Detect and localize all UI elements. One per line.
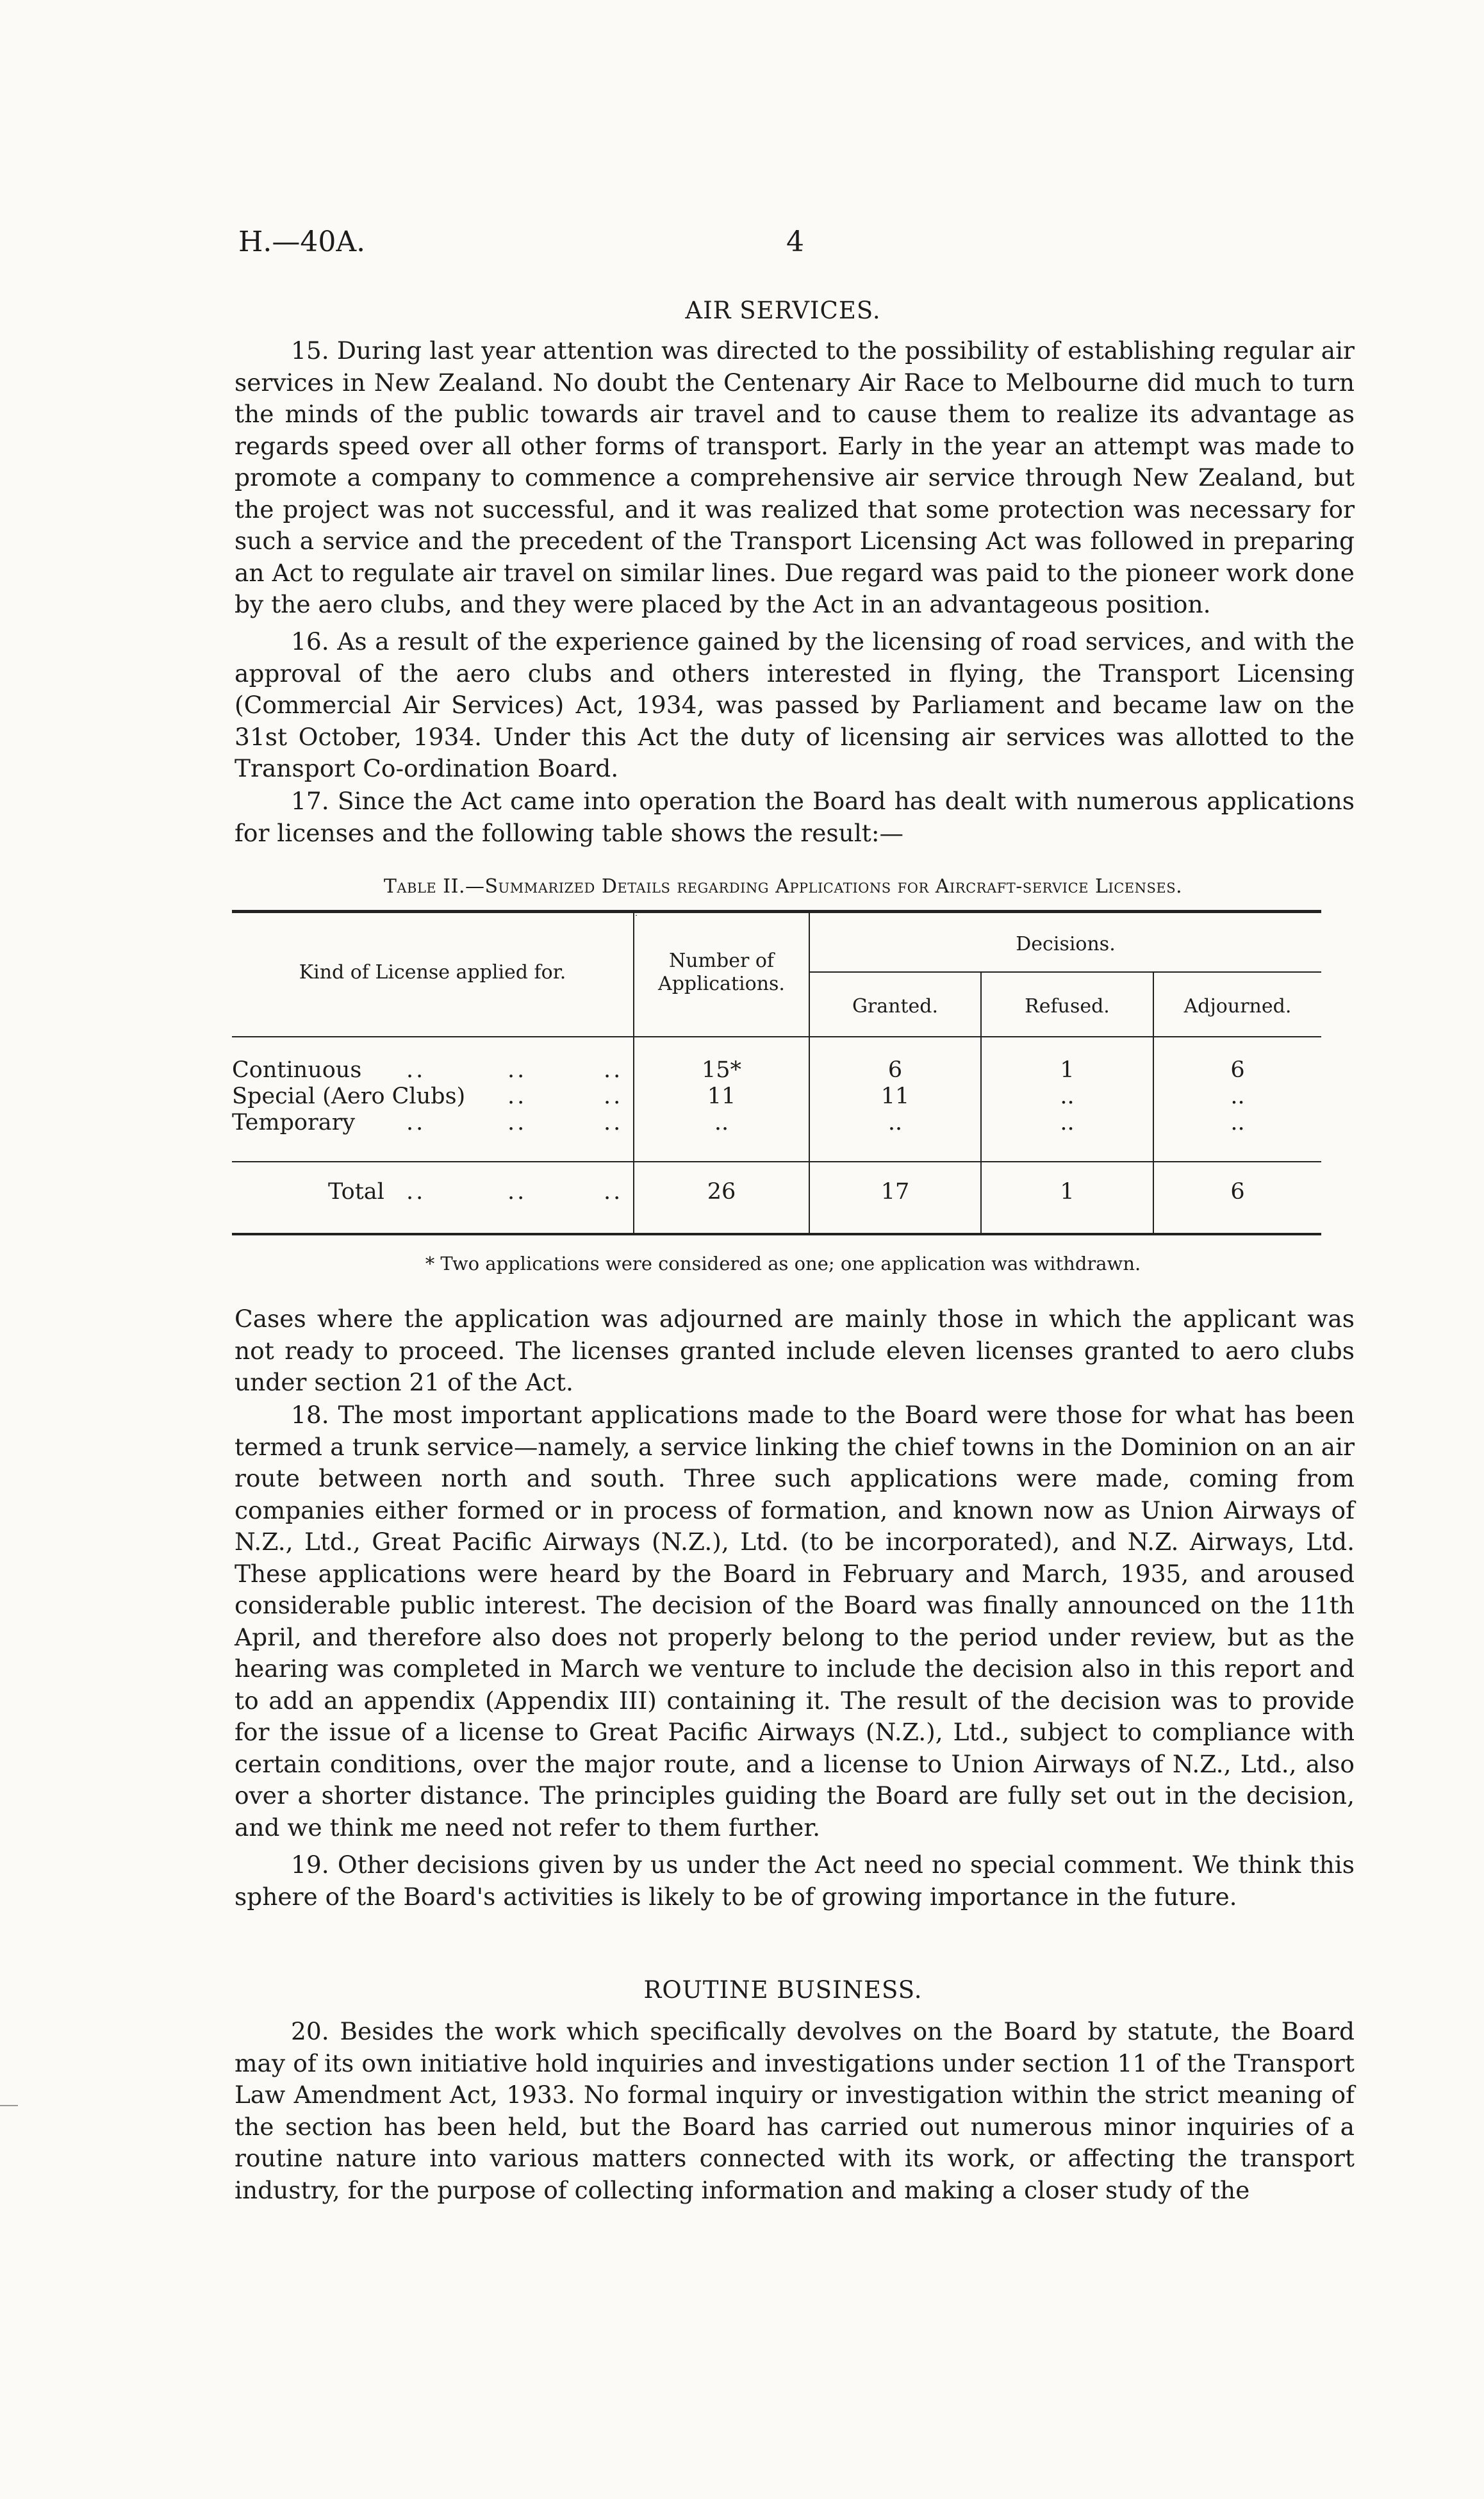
header-adjourned: Adjourned.: [1183, 995, 1292, 1018]
leader-dots: ..: [604, 1179, 623, 1205]
header-decisions: Decisions.: [1016, 933, 1116, 955]
cell-granted: ..: [887, 1110, 903, 1135]
paragraph-20: 20. Besides the work which specifically devolves on the Board by statute, the Board may of its own initiative hold inquiries and investigations under section 11 of the Transport Law Amendment Act, 1933. No formal inquiry or investigation within the strict meaning of the section has been held, but the Board has carried out numerous minor inquiries of a routine nature into various matters connected with its work, or affecting the transport industry, for the purpose of collecting information and making a closer study of the: [235, 2017, 1355, 2204]
leader-dots: ..: [507, 1057, 527, 1083]
total-label: Total: [328, 1179, 384, 1205]
cell-refused: ..: [1060, 1110, 1075, 1135]
table-footnote: * Two applications were considered as one; one application was withdrawn.: [425, 1253, 1141, 1274]
cell-adjourned: ..: [1230, 1110, 1245, 1135]
leader-dots: ..: [406, 1057, 426, 1083]
page-number: 4: [786, 226, 804, 258]
leader-dots: ..: [604, 1057, 623, 1083]
cell-refused: ..: [1060, 1084, 1075, 1109]
license-table: [232, 910, 1326, 1243]
header-number-line1: Number of: [668, 950, 775, 972]
total-number: 26: [707, 1179, 736, 1205]
paragraph-17: 17. Since the Act came into operation the Board has dealt with numerous applications for licenses and the following table shows the result:—: [235, 787, 1355, 847]
table-caption-title: —Summarized Details regarding Applications for Aircraft-service Licenses.: [465, 875, 1183, 898]
table-caption-prefix: Table II.: [383, 875, 465, 898]
decisions-subrule: [809, 971, 1321, 973]
margin-mark: [0, 2105, 18, 2106]
total-adjourned: 6: [1230, 1179, 1245, 1205]
document-code: H.—40A.: [238, 226, 366, 258]
paragraph-16: 16. As a result of the experience gained by the licensing of road services, and with the approval of the aero clubs and others interested in flying, the Transport Licensing (Commercial Air Services) Act, 1934, was passed by Parliament and became law on the 31st October, 1934. Under this Act the duty of licensing air services was allotted to the Transport Co-ordination Board.: [235, 627, 1355, 782]
paragraph-19: 19. Other decisions given by us under the Act need no special comment. We think this sphere of the Board's activities is likely to be of growing importance in the future.: [235, 1851, 1355, 1911]
page-header: [238, 226, 1328, 264]
paragraph-18: 18. The most important applications made to the Board were those for what has been termed a trunk service—namely, a service linking the chief towns in the Dominion on an air route between north and south. Three such applications were made, coming from companies either formed or in process of formation, and known now as Union Airways of N.Z., Ltd., Great Pacific Airways (N.Z.), Ltd. (to be incorporated), and N.Z. Airways, Ltd. These applications were heard by the Board in February and March, 1935, and aroused considerable public interest. The decision of the Board was finally announced on the 11th April, and therefore also does not properly belong to the period under review, but as the hearing was completed in March we venture to include the decision also in this report and to add an appendix (Appendix III) containing it. The result of the decision was to provide for the issue of a license to Great Pacific Airways (N.Z.), Ltd., subject to compliance with certain conditions, over the major route, and a license to Union Airways of N.Z., Ltd., also over a shorter distance. The principles guiding the Board are fully set out in the decision, and we think me need not refer to them further.: [235, 1401, 1355, 1842]
cell-number: 11: [707, 1084, 736, 1109]
paragraph-cases: Cases where the application was adjourned are mainly those in which the applicant was not ready to proceed. The licenses granted include eleven licenses granted to aero clubs under section 21 of the Act.: [235, 1305, 1355, 1396]
leader-dots: ..: [604, 1084, 623, 1109]
total-granted: 17: [880, 1179, 910, 1205]
cell-adjourned: 6: [1230, 1057, 1245, 1083]
header-granted: Granted.: [852, 995, 939, 1018]
table-top-rule: [232, 910, 1321, 913]
section-heading-air-services: AIR SERVICES.: [685, 297, 881, 324]
paragraph-15: 15. During last year attention was directed to the possibility of establishing regular air services in New Zealand. No doubt the Centenary Air Race to Melbourne did much to turn the minds of the public towards air travel and to cause them to realize its advantage as regards speed over all other forms of transport. Early in the year an attempt was made to promote a company to commence a comprehensive air service through New Zealand, but the project was not successful, and it was realized that some protection was necessary for such a service and the precedent of the Transport Licensing Act was followed in preparing an Act to regulate air travel on similar lines. Due regard was paid to the pioneer work done by the aero clubs, and they were placed by the Act in an advantageous position.: [235, 336, 1355, 618]
table-caption: [238, 875, 1328, 898]
row-kind-special: Special (Aero Clubs): [232, 1084, 466, 1109]
table-bottom-rule: [232, 1233, 1321, 1235]
leader-dots: ..: [406, 1179, 426, 1205]
cell-number: 15*: [701, 1057, 742, 1083]
leader-dots: ..: [604, 1110, 623, 1135]
total-rule: [232, 1161, 1321, 1162]
cell-adjourned: ..: [1230, 1084, 1245, 1109]
total-refused: 1: [1060, 1179, 1075, 1205]
row-kind-temporary: Temporary: [232, 1110, 356, 1135]
cell-granted: 6: [887, 1057, 903, 1083]
cell-refused: 1: [1060, 1057, 1075, 1083]
section-heading-routine-business: ROUTINE BUSINESS.: [643, 1976, 923, 2004]
spacer: [636, 915, 637, 916]
leader-dots: ..: [507, 1110, 527, 1135]
leader-dots: ..: [507, 1179, 527, 1205]
cell-number: ..: [714, 1110, 729, 1135]
header-kind: Kind of License applied for.: [299, 961, 566, 984]
cell-granted: 11: [880, 1084, 910, 1109]
header-refused: Refused.: [1025, 995, 1110, 1018]
leader-dots: ..: [507, 1084, 527, 1109]
header-bottom-rule: [232, 1036, 1321, 1037]
header-number-line2: Applications.: [658, 973, 785, 995]
row-kind-continuous: Continuous: [232, 1057, 362, 1083]
leader-dots: ..: [406, 1110, 426, 1135]
